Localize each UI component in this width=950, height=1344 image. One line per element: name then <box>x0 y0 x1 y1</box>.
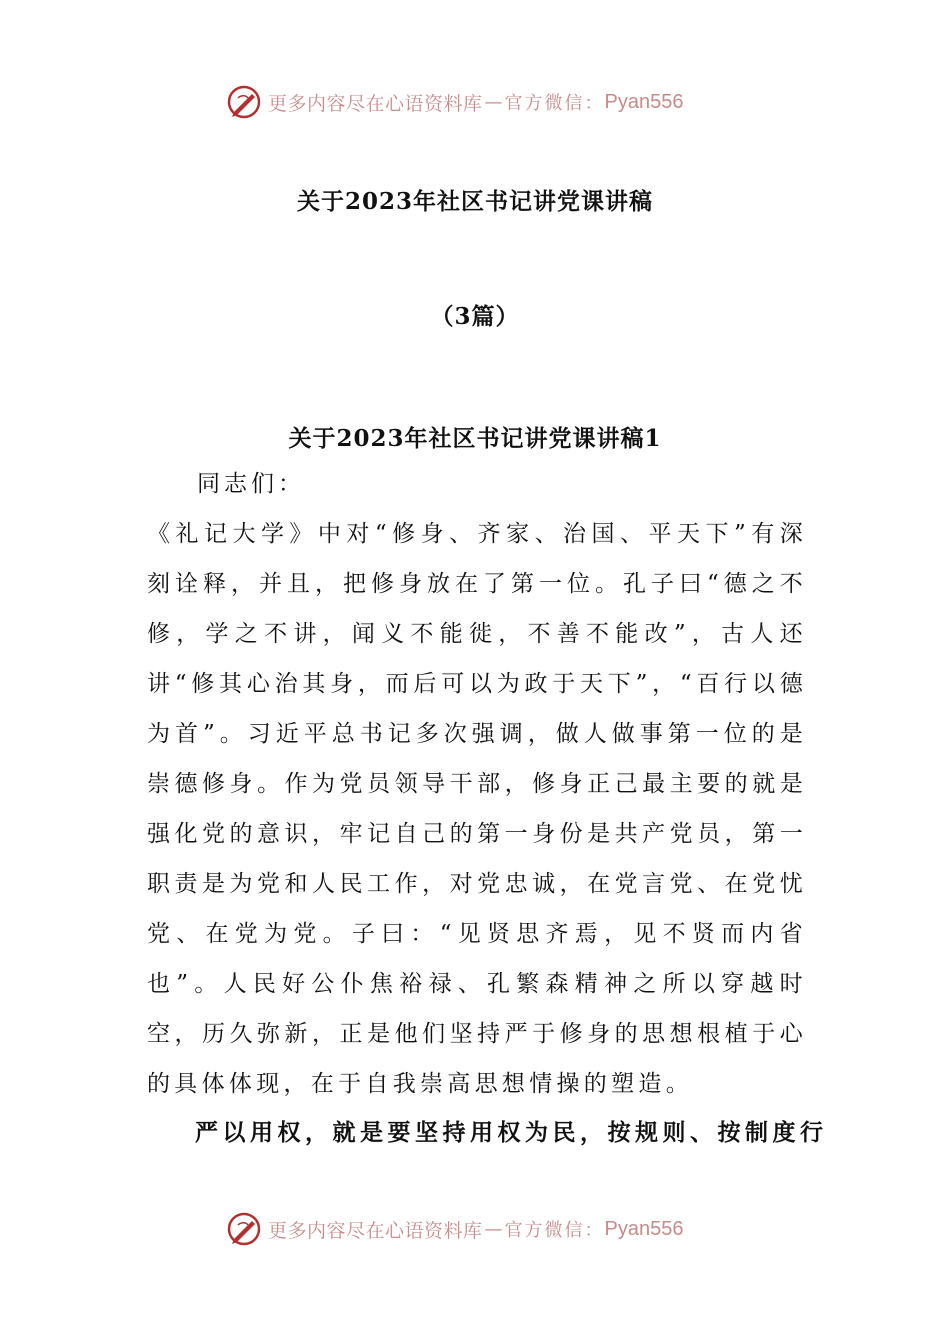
banner-label: 官方微信： <box>504 1220 605 1241</box>
banner-label: 官方微信： <box>504 93 605 114</box>
header-banner <box>226 82 746 122</box>
document-title: 关于2023年社区书记讲党课讲稿 <box>296 188 653 215</box>
banner-wechat-id: Pyan556 <box>604 90 684 113</box>
paragraph-2: 严以用权，就是要坚持用权为民，按规则、按制度行 <box>195 1119 828 1146</box>
banner-text: 更多内容尽在心语资料库 <box>268 92 483 115</box>
footer-banner <box>226 1209 746 1249</box>
document-count: （3篇） <box>430 303 520 330</box>
banner-separator: — <box>484 1218 503 1240</box>
section-title: 关于2023年社区书记讲党课讲稿1 <box>288 425 662 452</box>
pen-logo-icon <box>226 84 262 120</box>
banner-text: 更多内容尽在心语资料库 <box>268 1219 483 1242</box>
pen-logo-icon <box>226 1211 262 1247</box>
salutation: 同志们： <box>197 471 305 497</box>
paragraph-1: 《礼记大学》中对“修身、齐家、治国、平天下”有深刻诠释，并且，把修身放在了第一位。孔子曰“德之不修，学之不讲，闻义不能徙，不善不能改”，古人还讲“修其心治其身，而后可以为政于天下”，“百行以德为首”。习近平总书记多次强调，做人做事第一位的是崇德修身。作为党员领导干部，修身正己最主要的就是强化党的意识，牢记自己的第一身份是共产党员，第一职责是为党和人民工作，对党忠诚，在党言党、在党忧党、在党为党。子曰：“见贤思齐焉，见不贤而内省也”。人民好公仆焦裕禄、孔繁森精神之所以穿越时空，历久弥新，正是他们坚持严于修身的思想根植于心的具体体现，在于自我崇高思想情操的塑造。 <box>147 521 807 1097</box>
banner-wechat-id: Pyan556 <box>604 1217 684 1240</box>
banner-separator: — <box>484 91 503 113</box>
